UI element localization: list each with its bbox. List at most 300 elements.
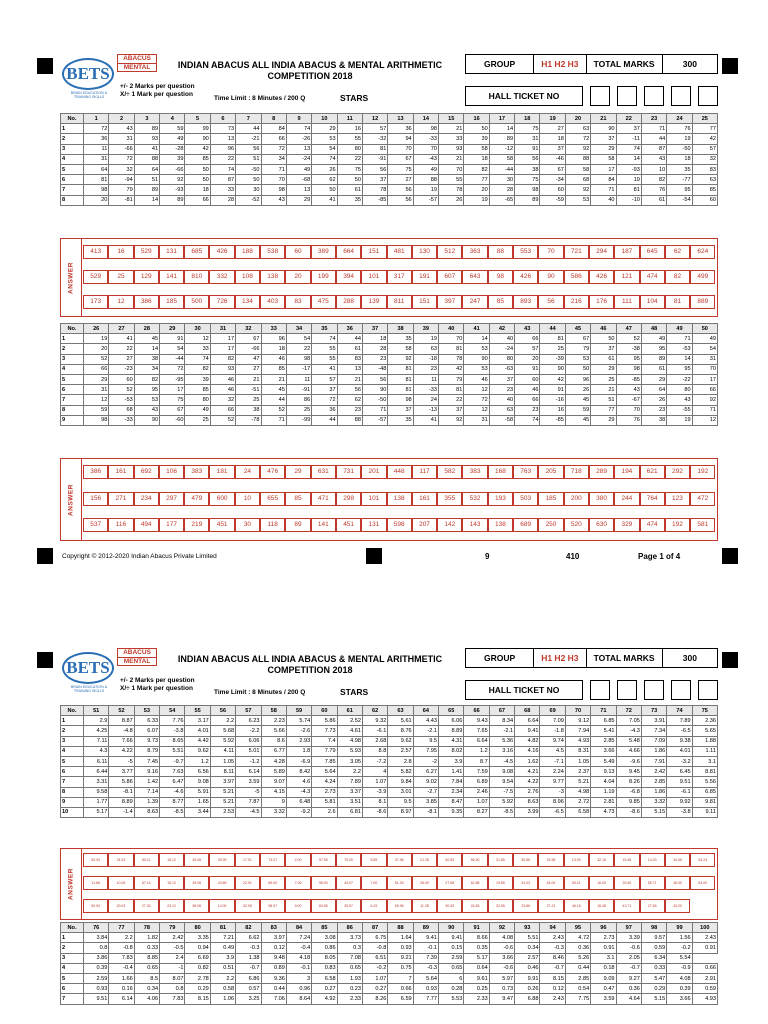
answer-cell[interactable]: 43.71 <box>614 899 639 913</box>
answer-cell[interactable]: 34.65 <box>665 853 690 867</box>
answer-cell[interactable]: 471 <box>311 492 336 506</box>
table-cell: 19 <box>413 334 438 344</box>
answer-cell[interactable]: 27.33 <box>134 899 159 913</box>
answer-cell[interactable]: 32.15 <box>589 853 614 867</box>
answer-cell[interactable]: 199 <box>311 270 336 284</box>
answer-cell[interactable]: 44.07 <box>336 876 361 890</box>
answer-cell[interactable]: 389 <box>311 245 336 259</box>
answer-cell[interactable]: 20 <box>285 270 310 284</box>
answer-cell[interactable]: 474 <box>640 270 665 284</box>
answer-cell[interactable]: 494 <box>134 518 159 532</box>
answer-cell[interactable]: 726 <box>209 295 234 309</box>
answer-cell[interactable]: 16 <box>108 245 133 259</box>
table-cell: 35 <box>388 334 413 344</box>
answer-cell[interactable]: 57.55 <box>311 853 336 867</box>
answer-cell[interactable]: 130 <box>412 245 437 259</box>
table-cell: 5.68 <box>210 726 235 736</box>
answer-cell[interactable]: 64.00 <box>690 876 715 890</box>
answer-cell[interactable]: 108 <box>235 270 260 284</box>
answer-cell[interactable]: 624 <box>690 245 715 259</box>
table-cell: 96 <box>210 144 235 154</box>
answer-cell[interactable]: 12 <box>108 295 133 309</box>
column-header: 84 <box>286 923 311 933</box>
table-cell: -12 <box>489 144 514 154</box>
table-cell: -4.5 <box>236 807 261 817</box>
answer-cell[interactable]: 631 <box>311 465 336 479</box>
answer-cell[interactable]: 689 <box>513 518 538 532</box>
answer-cell[interactable]: 62 <box>665 245 690 259</box>
answer-cell[interactable]: 582 <box>437 465 462 479</box>
answer-cell[interactable]: 600 <box>209 492 234 506</box>
answer-cell[interactable]: 32.95 <box>488 899 513 913</box>
answer-cell[interactable]: 581 <box>690 518 715 532</box>
answer-cell[interactable]: 386 <box>134 295 159 309</box>
answer-cell[interactable]: 764 <box>640 492 665 506</box>
table-cell: 27 <box>236 364 261 374</box>
answer-cell[interactable]: 58.97 <box>260 899 285 913</box>
answer-cell[interactable]: 201 <box>361 465 386 479</box>
answer-cell[interactable]: 55.71 <box>640 876 665 890</box>
answer-cell[interactable]: 889 <box>690 295 715 309</box>
answer-cell[interactable]: 292 <box>665 465 690 479</box>
table-cell: 57 <box>362 124 387 134</box>
answer-cell[interactable]: 131 <box>159 245 184 259</box>
table-cell: 89 <box>134 124 159 134</box>
answer-cell[interactable]: 664 <box>336 245 361 259</box>
answer-cell[interactable]: 692 <box>134 465 159 479</box>
answer-cell[interactable]: 193 <box>488 492 513 506</box>
answer-cell[interactable]: 69.96 <box>387 899 412 913</box>
answer-cell[interactable]: 29.40 <box>614 876 639 890</box>
table-cell: 1.19 <box>591 787 616 797</box>
answer-cell[interactable]: 317 <box>387 270 412 284</box>
answer-cell[interactable]: 44.00 <box>538 876 563 890</box>
answer-cell[interactable]: 161 <box>412 492 437 506</box>
answer-cell[interactable]: 21.28 <box>412 853 437 867</box>
answer-cell[interactable]: 2.00 <box>285 853 310 867</box>
answer-cell[interactable]: 73.07 <box>260 853 285 867</box>
answer-cell[interactable]: 156 <box>83 492 108 506</box>
answer-cell[interactable]: 294 <box>589 245 614 259</box>
answer-cell[interactable]: 85 <box>488 295 513 309</box>
table-cell: 1.07 <box>362 777 387 787</box>
answer-cell[interactable]: 355 <box>437 492 462 506</box>
answer-cell[interactable]: 893 <box>513 295 538 309</box>
table-cell: 89 <box>515 195 540 205</box>
table-cell: 82 <box>464 164 489 174</box>
table-cell: 9.41 <box>439 933 464 943</box>
answer-cell[interactable]: 247 <box>462 295 487 309</box>
answer-cell[interactable]: 403 <box>260 295 285 309</box>
answer-cell[interactable]: 14.00 <box>209 899 234 913</box>
answer-cell[interactable]: 14.00 <box>640 853 665 867</box>
table-cell: 5.86 <box>109 777 134 787</box>
hall-ticket: HALL TICKET NO <box>465 680 718 700</box>
answer-cell[interactable]: 19.85 <box>488 876 513 890</box>
answer-cell[interactable]: 138 <box>260 270 285 284</box>
table-cell: 56 <box>388 195 413 205</box>
answer-cell[interactable]: 31.85 <box>488 853 513 867</box>
answer-cell[interactable]: 88 <box>488 245 513 259</box>
answer-cell[interactable]: 49.06 <box>184 876 209 890</box>
answer-cell[interactable]: 643 <box>462 270 487 284</box>
answer-cell[interactable]: 168 <box>488 465 513 479</box>
answer-cell[interactable]: 27.65 <box>640 899 665 913</box>
answer-cell[interactable]: 250 <box>538 518 563 532</box>
table-cell: 89 <box>160 195 185 205</box>
answer-cell[interactable]: 188 <box>235 245 260 259</box>
table-cell: 1.39 <box>134 797 159 807</box>
answer-cell[interactable]: 50.94 <box>83 899 108 913</box>
answer-cell[interactable]: 448 <box>387 465 412 479</box>
answer-cell[interactable]: 7.00 <box>361 876 386 890</box>
answer-cell[interactable]: 143 <box>462 518 487 532</box>
answer-cell[interactable]: 537 <box>83 518 108 532</box>
table-cell: 0.27 <box>312 984 337 994</box>
hall-ticket-box[interactable] <box>590 680 610 700</box>
answer-cell[interactable]: 685 <box>184 245 209 259</box>
answer-cell[interactable]: 104 <box>640 295 665 309</box>
answer-cell[interactable]: 219 <box>184 518 209 532</box>
table-cell: 49 <box>641 334 666 344</box>
answer-cell[interactable]: 90 <box>538 270 563 284</box>
answer-cell[interactable]: 138 <box>387 492 412 506</box>
table-cell: 0.34 <box>134 984 159 994</box>
table-cell: 3.17 <box>185 716 210 726</box>
table-cell: 4.92 <box>312 994 337 1004</box>
answer-cell[interactable]: 17.01 <box>235 853 260 867</box>
answer-cell[interactable]: 5.85 <box>361 853 386 867</box>
answer-cell[interactable]: 205 <box>538 465 563 479</box>
table-cell: 18 <box>261 344 286 354</box>
answer-cell[interactable]: 15.48 <box>614 853 639 867</box>
answer-cell[interactable]: 134 <box>235 295 260 309</box>
answer-cell[interactable]: 53.21 <box>564 876 589 890</box>
answer-cell[interactable]: 500 <box>184 295 209 309</box>
answer-cell[interactable]: 91.03 <box>513 876 538 890</box>
answer-cell[interactable]: 630 <box>589 518 614 532</box>
answer-cell[interactable]: 131 <box>361 518 386 532</box>
hall-ticket-box[interactable] <box>644 680 664 700</box>
answer-cell[interactable]: 43.20 <box>665 899 690 913</box>
answer-cell[interactable]: 32.08 <box>235 899 260 913</box>
table-cell: 4.25 <box>84 726 109 736</box>
answer-cell[interactable]: 50.11 <box>134 853 159 867</box>
answer-cell[interactable]: 62.85 <box>462 876 487 890</box>
answer-cell[interactable]: 475 <box>311 295 336 309</box>
answer-cell[interactable]: 598 <box>387 518 412 532</box>
answer-cell[interactable]: 18.12 <box>159 876 184 890</box>
answer-cell[interactable]: 181 <box>209 465 234 479</box>
answer-cell[interactable]: 117 <box>412 465 437 479</box>
hall-ticket-box[interactable] <box>617 680 637 700</box>
answer-cell[interactable]: 811 <box>387 295 412 309</box>
answer-cell[interactable]: 529 <box>83 270 108 284</box>
answer-cell[interactable]: 191 <box>412 270 437 284</box>
table-cell: 3.08 <box>312 933 337 943</box>
answer-row <box>83 518 715 532</box>
table-cell: 9.16 <box>134 767 159 777</box>
table-cell: 4.28 <box>261 756 286 766</box>
answer-cell[interactable]: 22.01 <box>235 876 260 890</box>
table-cell: 9.41 <box>413 933 438 943</box>
answer-cell[interactable]: 721 <box>564 245 589 259</box>
answer-cell[interactable]: 512 <box>437 245 462 259</box>
answer-cell[interactable]: 23.86 <box>513 899 538 913</box>
answer-cell[interactable]: 98.00 <box>311 876 336 890</box>
answer-cell[interactable]: 56 <box>538 295 563 309</box>
answer-cell[interactable]: 479 <box>184 492 209 506</box>
answer-cell[interactable]: 69.55 <box>311 899 336 913</box>
hall-ticket-box[interactable] <box>671 680 691 700</box>
answer-cell[interactable]: 413 <box>83 245 108 259</box>
answer-cell[interactable]: 39.99 <box>209 853 234 867</box>
answer-cell[interactable]: 481 <box>387 245 412 259</box>
answer-cell[interactable]: 151 <box>412 295 437 309</box>
answer-cell[interactable]: 288 <box>336 295 361 309</box>
table-cell: 7.59 <box>464 767 489 777</box>
answer-cell[interactable]: 89.06 <box>184 899 209 913</box>
answer-cell[interactable]: 10.05 <box>108 876 133 890</box>
table-cell: 43 <box>261 195 286 205</box>
answer-cell[interactable]: 11.28 <box>412 899 437 913</box>
table-cell: 3.86 <box>84 953 109 963</box>
answer-cell[interactable]: 426 <box>513 270 538 284</box>
answer-cell[interactable]: 27.58 <box>437 876 462 890</box>
answer-cell[interactable]: 499 <box>690 270 715 284</box>
answer-cell[interactable]: 718 <box>564 465 589 479</box>
answer-cell[interactable]: 244 <box>614 492 639 506</box>
table-cell: -85 <box>540 415 565 425</box>
answer-cell[interactable]: 82 <box>665 270 690 284</box>
answer-cell[interactable]: 161 <box>108 465 133 479</box>
table-cell: 8.15 <box>185 994 210 1004</box>
table-header-row <box>61 923 718 933</box>
answer-cell[interactable]: 98 <box>488 270 513 284</box>
answer-cell[interactable]: 607 <box>437 270 462 284</box>
answer-cell[interactable]: 81 <box>665 295 690 309</box>
answer-cell[interactable]: 129 <box>134 270 159 284</box>
answer-block-51-75 <box>60 848 718 920</box>
answer-cell[interactable]: 121 <box>614 270 639 284</box>
answer-cell[interactable]: 426 <box>209 245 234 259</box>
table-cell: 4.5 <box>540 746 565 756</box>
table-cell: 60 <box>109 374 134 384</box>
answer-cell[interactable]: 185 <box>159 295 184 309</box>
answer-cell[interactable]: 176 <box>589 295 614 309</box>
table-cell: -0.4 <box>109 963 134 973</box>
answer-cell[interactable]: 332 <box>209 270 234 284</box>
table-cell: 82 <box>134 374 159 384</box>
answer-cell[interactable]: 503 <box>513 492 538 506</box>
answer-cell[interactable]: 472 <box>690 492 715 506</box>
answer-cell[interactable]: 194 <box>614 465 639 479</box>
answer-cell[interactable]: 271 <box>108 492 133 506</box>
answer-cell[interactable]: 60 <box>285 245 310 259</box>
answer-cell[interactable]: 200 <box>564 492 589 506</box>
answer-cell[interactable]: 151 <box>361 245 386 259</box>
answer-cell[interactable]: 118 <box>260 518 285 532</box>
column-header: 62 <box>362 706 387 716</box>
hall-ticket-box[interactable] <box>698 680 718 700</box>
answer-cell[interactable]: 451 <box>209 518 234 532</box>
answer-cell[interactable]: 56.90 <box>462 853 487 867</box>
answer-cell[interactable]: 553 <box>513 245 538 259</box>
table-cell: -1.4 <box>109 807 134 817</box>
table-cell: 3.84 <box>84 933 109 943</box>
answer-cell[interactable]: 474 <box>640 518 665 532</box>
answer-cell[interactable]: 123 <box>665 492 690 506</box>
answer-cell[interactable]: 16.00 <box>589 876 614 890</box>
answer-cell[interactable]: 810 <box>184 270 209 284</box>
answer-cell[interactable]: 83 <box>285 295 310 309</box>
answer-cell[interactable]: 10 <box>235 492 260 506</box>
column-header: 19 <box>540 114 565 124</box>
answer-cell[interactable]: 731 <box>336 465 361 479</box>
answer-cell[interactable]: 6.15 <box>361 899 386 913</box>
answer-cell[interactable]: 185 <box>538 492 563 506</box>
answer-cell[interactable]: 192 <box>665 518 690 532</box>
answer-cell[interactable]: 70 <box>538 245 563 259</box>
answer-cell[interactable]: 383 <box>462 465 487 479</box>
row-number: No. <box>61 706 84 716</box>
answer-cell[interactable]: 655 <box>260 492 285 506</box>
answer-cell[interactable]: 298 <box>336 492 361 506</box>
answer-cell[interactable]: 111 <box>614 295 639 309</box>
answer-cell[interactable]: 383 <box>184 465 209 479</box>
answer-cell[interactable]: 24.83 <box>462 899 487 913</box>
answer-cell[interactable]: 16.00 <box>665 876 690 890</box>
row-number: 6 <box>61 175 84 185</box>
answer-cell[interactable]: 177 <box>159 518 184 532</box>
answer-cell[interactable]: 141 <box>311 518 336 532</box>
answer-cell[interactable]: 141 <box>159 270 184 284</box>
answer-cell[interactable]: 26.00 <box>412 876 437 890</box>
hall-ticket-box[interactable] <box>644 86 664 106</box>
answer-cell[interactable]: 116 <box>108 518 133 532</box>
answer-cell[interactable]: 49.06 <box>184 853 209 867</box>
table-cell: 72 <box>84 124 109 134</box>
answer-cell[interactable]: 363 <box>462 245 487 259</box>
answer-cell[interactable]: 15.48 <box>589 899 614 913</box>
table-cell: 59 <box>160 124 185 134</box>
table-row <box>61 777 718 787</box>
answer-cell[interactable]: 173 <box>83 295 108 309</box>
answer-cell[interactable]: 15.98 <box>538 853 563 867</box>
answer-cell[interactable]: 51.33 <box>387 876 412 890</box>
table-cell: 0.34 <box>515 943 540 953</box>
answer-cell[interactable]: 29 <box>285 465 310 479</box>
answer-cell[interactable]: 234 <box>134 492 159 506</box>
answer-cell[interactable]: 397 <box>437 295 462 309</box>
answer-cell[interactable]: 50.94 <box>83 853 108 867</box>
answer-cell[interactable]: 25 <box>108 270 133 284</box>
hall-ticket-box[interactable] <box>590 86 610 106</box>
answer-cell[interactable]: 394 <box>336 270 361 284</box>
answer-cell[interactable]: 297 <box>159 492 184 506</box>
answer-cell[interactable]: 207 <box>412 518 437 532</box>
table-cell: -53 <box>109 395 134 405</box>
table-cell: 56 <box>388 185 413 195</box>
hall-ticket-box[interactable] <box>698 86 718 106</box>
answer-cell[interactable]: 27.21 <box>538 899 563 913</box>
table-cell: 1.2 <box>185 756 210 766</box>
table-cell: 66 <box>84 364 109 374</box>
answer-cell[interactable]: 451 <box>336 518 361 532</box>
answer-cell[interactable]: 54.24 <box>690 853 715 867</box>
answer-cell[interactable]: 380 <box>589 492 614 506</box>
table-cell: 4.22 <box>109 746 134 756</box>
answer-cell[interactable]: 538 <box>260 245 285 259</box>
answer-cell[interactable]: 37.96 <box>387 853 412 867</box>
answer-cell[interactable]: 23.12 <box>159 899 184 913</box>
answer-cell[interactable]: 7.06 <box>285 876 310 890</box>
answer-cell[interactable]: 24 <box>235 465 260 479</box>
answer-cell[interactable]: 289 <box>589 465 614 479</box>
answer-cell[interactable]: 621 <box>640 465 665 479</box>
answer-cell[interactable]: 43.89 <box>209 876 234 890</box>
table-cell: 55 <box>312 354 337 364</box>
table-cell: 67 <box>565 334 590 344</box>
table-cell: 3.1 <box>692 756 717 766</box>
answer-cell[interactable]: 106 <box>159 465 184 479</box>
answer-cell[interactable]: 476 <box>260 465 285 479</box>
answer-cell[interactable]: 101 <box>361 270 386 284</box>
answer-cell[interactable]: 9.00 <box>285 899 310 913</box>
answer-cell[interactable]: 46.16 <box>564 899 589 913</box>
answer-cell[interactable]: 39.57 <box>336 899 361 913</box>
answer-cell[interactable]: 192 <box>690 465 715 479</box>
table-cell: 9.41 <box>515 726 540 736</box>
answer-cell[interactable]: 529 <box>134 245 159 259</box>
answer-cell[interactable]: 24.03 <box>108 853 133 867</box>
table-cell: 0.8 <box>84 943 109 953</box>
answer-cell[interactable]: 13.00 <box>564 853 589 867</box>
answer-cell[interactable]: 50.86 <box>513 853 538 867</box>
answer-cell[interactable]: 142 <box>437 518 462 532</box>
answer-cell[interactable]: 216 <box>564 295 589 309</box>
answer-cell[interactable]: 67.14 <box>134 876 159 890</box>
answer-cell[interactable]: 30 <box>235 518 260 532</box>
answer-cell[interactable]: 90.39 <box>437 899 462 913</box>
answer-cell[interactable]: 85 <box>285 492 310 506</box>
answer-cell[interactable]: 18.12 <box>159 853 184 867</box>
answer-cell[interactable]: 139 <box>361 295 386 309</box>
answer-cell[interactable]: 426 <box>589 270 614 284</box>
answer-cell[interactable]: 386 <box>83 465 108 479</box>
answer-cell[interactable]: 532 <box>462 492 487 506</box>
answer-cell[interactable]: 11.68 <box>83 876 108 890</box>
hall-ticket-box[interactable] <box>617 86 637 106</box>
hall-ticket-box[interactable] <box>671 86 691 106</box>
answer-cell[interactable]: 586 <box>564 270 589 284</box>
answer-cell[interactable]: 89 <box>285 518 310 532</box>
answer-cell[interactable]: 60.59 <box>437 853 462 867</box>
answer-cell[interactable]: 187 <box>614 245 639 259</box>
answer-cell[interactable]: 329 <box>614 518 639 532</box>
answer-cell[interactable]: 138 <box>488 518 513 532</box>
answer-cell[interactable]: 101 <box>361 492 386 506</box>
answer-cell[interactable]: 89.00 <box>260 876 285 890</box>
answer-cell[interactable]: 520 <box>564 518 589 532</box>
table-cell: 66 <box>210 405 235 415</box>
answer-cell[interactable]: 75.00 <box>336 853 361 867</box>
answer-cell[interactable]: 763 <box>513 465 538 479</box>
table-cell: 4 <box>362 767 387 777</box>
answer-cell[interactable]: 645 <box>640 245 665 259</box>
answer-cell[interactable]: 20.03 <box>108 899 133 913</box>
table-cell: 43 <box>109 124 134 134</box>
